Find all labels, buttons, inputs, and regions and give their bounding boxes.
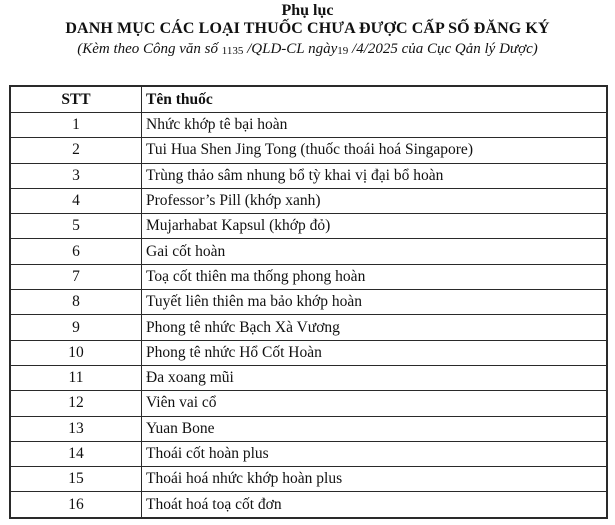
row-number: 1 — [10, 113, 142, 138]
table-row — [10, 138, 607, 163]
drug-name: Đa xoang mũi — [142, 365, 608, 390]
row-number: 12 — [10, 391, 142, 416]
drug-name: Tuyết liên thiên ma bảo khớp hoàn — [142, 290, 608, 315]
row-number: 5 — [10, 214, 142, 239]
drug-name: Tui Hua Shen Jing Tong (thuốc thoái hoá Singapore) — [142, 138, 608, 163]
subtitle-suffix: /4/2025 của Cục Qản lý Dược) — [352, 41, 538, 57]
table-row — [10, 315, 607, 340]
subtitle-prefix: (Kèm theo Công văn số — [77, 41, 219, 57]
drug-name: Nhức khớp tê bại hoàn — [142, 113, 608, 138]
drug-list-table — [9, 85, 608, 519]
document-subtitle — [0, 40, 615, 59]
drug-name: Yuan Bone — [142, 416, 608, 441]
drug-name: Thoái hoá nhức khớp hoàn plus — [142, 467, 608, 492]
table-row — [10, 467, 607, 492]
table-row — [10, 416, 607, 441]
table-row — [10, 441, 607, 466]
row-number: 11 — [10, 365, 142, 390]
row-number: 6 — [10, 239, 142, 264]
table-row — [10, 214, 607, 239]
table-row — [10, 492, 607, 518]
drug-name: Thoái cốt hoàn plus — [142, 441, 608, 466]
appendix-label: Phụ lục — [281, 2, 334, 19]
row-number: 4 — [10, 188, 142, 213]
table-row — [10, 113, 607, 138]
row-number: 15 — [10, 467, 142, 492]
drug-name: Viên vai cổ — [142, 391, 608, 416]
drug-name: Phong tê nhức Hổ Cốt Hoàn — [142, 340, 608, 365]
row-number: 8 — [10, 290, 142, 315]
drug-name: Toạ cốt thiên ma thống phong hoàn — [142, 264, 608, 289]
table-row — [10, 188, 607, 213]
dispatch-day: 19 — [337, 45, 349, 57]
table-row — [10, 290, 607, 315]
table-row — [10, 391, 607, 416]
row-number: 10 — [10, 340, 142, 365]
table-row — [10, 163, 607, 188]
row-number: 7 — [10, 264, 142, 289]
drug-name: Phong tê nhức Bạch Xà Vương — [142, 315, 608, 340]
column-header-drug-name: Tên thuốc — [142, 86, 608, 113]
table-row — [10, 365, 607, 390]
document-title: DANH MỤC CÁC LOẠI THUỐC CHƯA ĐƯỢC CẤP SỐ ĐĂNG KÝ — [65, 20, 550, 37]
row-number: 2 — [10, 138, 142, 163]
row-number: 3 — [10, 163, 142, 188]
row-number: 13 — [10, 416, 142, 441]
drug-name: Thoát hoá toạ cốt đơn — [142, 492, 608, 518]
subtitle-middle: /QLD-CL ngày — [247, 41, 338, 57]
drug-name: Trùng thảo sâm nhung bổ tỳ khai vị đại bổ hoàn — [142, 163, 608, 188]
drug-name: Mujarhabat Kapsul (khớp đỏ) — [142, 214, 608, 239]
table-header-row — [10, 86, 607, 113]
drug-name: Gai cốt hoàn — [142, 239, 608, 264]
column-header-stt: STT — [10, 86, 142, 113]
row-number: 16 — [10, 492, 142, 518]
row-number: 9 — [10, 315, 142, 340]
drug-name: Professor’s Pill (khớp xanh) — [142, 188, 608, 213]
row-number: 14 — [10, 441, 142, 466]
dispatch-number: 1135 — [221, 45, 244, 57]
table-row — [10, 340, 607, 365]
table-row — [10, 239, 607, 264]
table-row — [10, 264, 607, 289]
